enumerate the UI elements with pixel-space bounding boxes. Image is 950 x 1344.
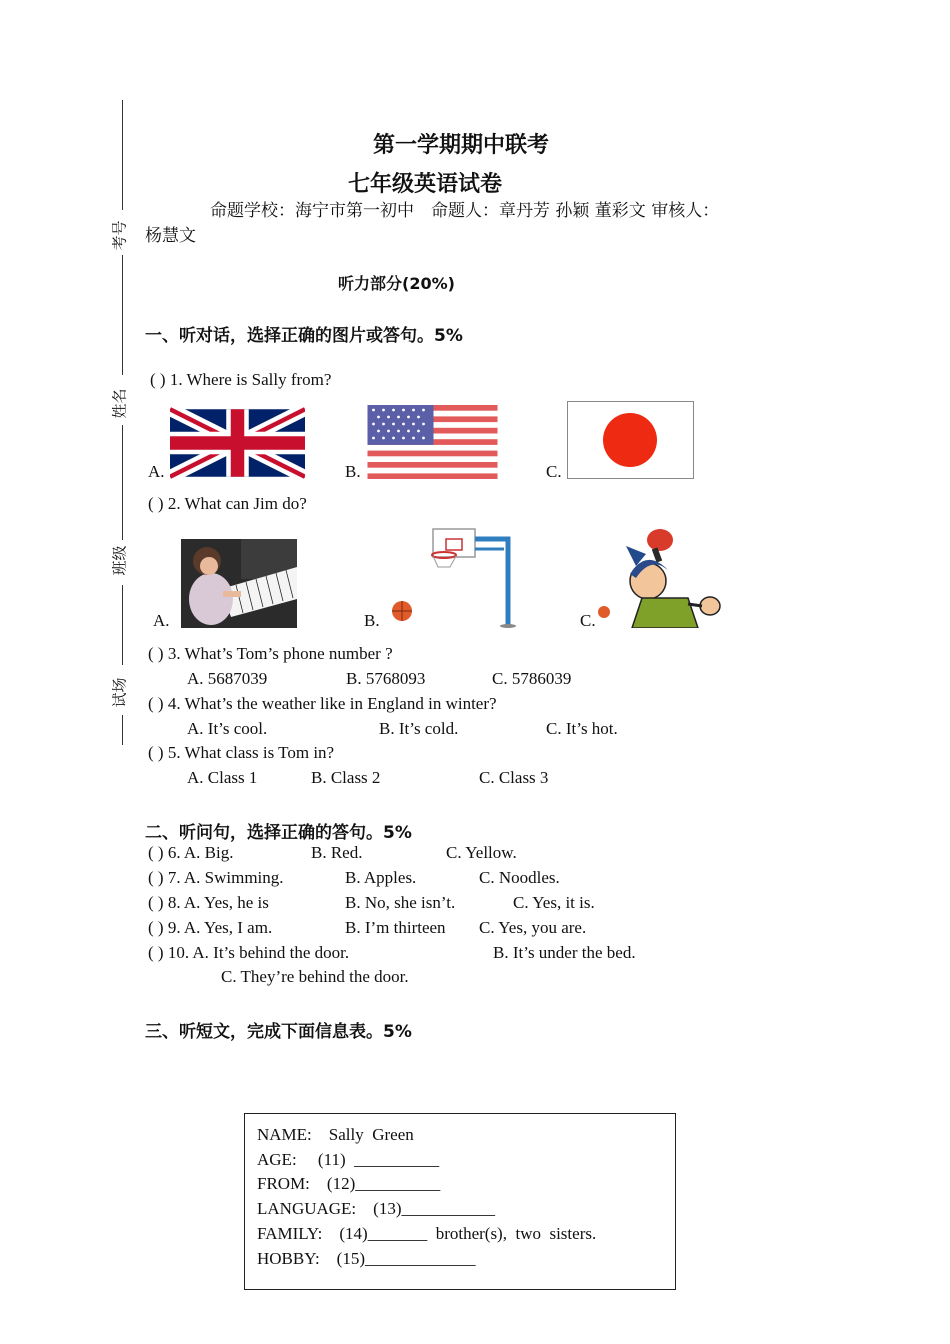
japan-flag-image: [567, 401, 694, 479]
exam-subtitle: 七年级英语试卷: [348, 172, 503, 197]
question-5: ( ) 5. What class is Tom in?: [148, 743, 335, 762]
option-b-label: B.: [345, 462, 361, 481]
binding-line: [122, 585, 123, 665]
part1-heading: 一、听对话，选择正确的图片或答句。5%: [145, 326, 463, 346]
part3-heading: 三、听短文，完成下面信息表。5%: [145, 1022, 412, 1042]
info-row-language: LANGUAGE: (13)___________: [257, 1199, 495, 1218]
question-3: ( ) 3. What’s Tom’s phone number ?: [148, 644, 393, 663]
binding-line: [122, 100, 123, 210]
q5-option-c: C. Class 3: [479, 768, 549, 787]
piano-photo-image: [181, 539, 297, 628]
q10-option-b: B. It’s under the bed.: [493, 943, 636, 962]
option-c-label: C.: [546, 462, 562, 481]
question-10: ( ) 10. A. It’s behind the door.: [148, 943, 350, 962]
basketball-hoop-image: [388, 525, 518, 629]
binding-line: [122, 715, 123, 745]
q4-option-c: C. It’s hot.: [546, 719, 618, 738]
q9-option-b: B. I’m thirteen: [345, 918, 446, 937]
q3-option-a: A. 5687039: [187, 669, 268, 688]
side-label-name: 姓名: [110, 388, 129, 419]
reviewer-name: 杨慧文: [145, 226, 196, 246]
q6-option-b: B. Red.: [311, 843, 363, 862]
side-label-class: 班级: [110, 545, 129, 576]
q3-option-c: C. 5786039: [492, 669, 572, 688]
info-row-family: FAMILY: (14)_______ brother(s), two sisters.: [257, 1224, 597, 1243]
binding-line: [122, 255, 123, 375]
question-1: ( ) 1. Where is Sally from?: [150, 370, 332, 389]
info-row-name: NAME: Sally Green: [257, 1125, 414, 1144]
side-label-exam-no: 考号: [110, 220, 129, 251]
question-4: ( ) 4. What’s the weather like in England in winter?: [148, 694, 497, 713]
q4-option-a: A. It’s cool.: [187, 719, 268, 738]
q5-option-a: A. Class 1: [187, 768, 258, 787]
us-flag-image: [367, 405, 498, 479]
binding-line: [122, 425, 123, 540]
info-row-hobby: HOBBY: (15)_____________: [257, 1249, 476, 1268]
q5-option-b: B. Class 2: [311, 768, 381, 787]
q4-option-b: B. It’s cold.: [379, 719, 459, 738]
question-2: ( ) 2. What can Jim do?: [148, 494, 307, 513]
listening-title: 听力部分(20%): [338, 274, 455, 293]
author-info: 命题学校：海宁市第一初中 命题人：章丹芳 孙颖 董彩文 审核人：: [210, 201, 720, 221]
info-row-age: AGE: (11) __________: [257, 1150, 440, 1169]
q10-option-c: C. They’re behind the door.: [221, 967, 409, 986]
question-6: ( ) 6. A. Big.: [148, 843, 234, 862]
q7-option-b: B. Apples.: [345, 868, 417, 887]
q7-option-c: C. Noodles.: [479, 868, 560, 887]
info-row-from: FROM: (12)__________: [257, 1174, 441, 1193]
ping-pong-player-image: [596, 526, 724, 628]
part2-heading: 二、听问句，选择正确的答句。5%: [145, 823, 412, 843]
exam-title: 第一学期期中联考: [373, 133, 550, 158]
q9-option-c: C. Yes, you are.: [479, 918, 587, 937]
uk-flag-image: [170, 407, 305, 479]
option-a-label: A.: [153, 611, 170, 630]
question-9: ( ) 9. A. Yes, I am.: [148, 918, 273, 937]
q6-option-c: C. Yellow.: [446, 843, 517, 862]
option-b-label: B.: [364, 611, 380, 630]
q8-option-c: C. Yes, it is.: [513, 893, 595, 912]
q8-option-b: B. No, she isn’t.: [345, 893, 456, 912]
option-c-label: C.: [580, 611, 596, 630]
option-a-label: A.: [148, 462, 165, 481]
question-8: ( ) 8. A. Yes, he is: [148, 893, 269, 912]
q3-option-b: B. 5768093: [346, 669, 426, 688]
question-7: ( ) 7. A. Swimming.: [148, 868, 284, 887]
side-label-room: 试场: [110, 677, 129, 708]
